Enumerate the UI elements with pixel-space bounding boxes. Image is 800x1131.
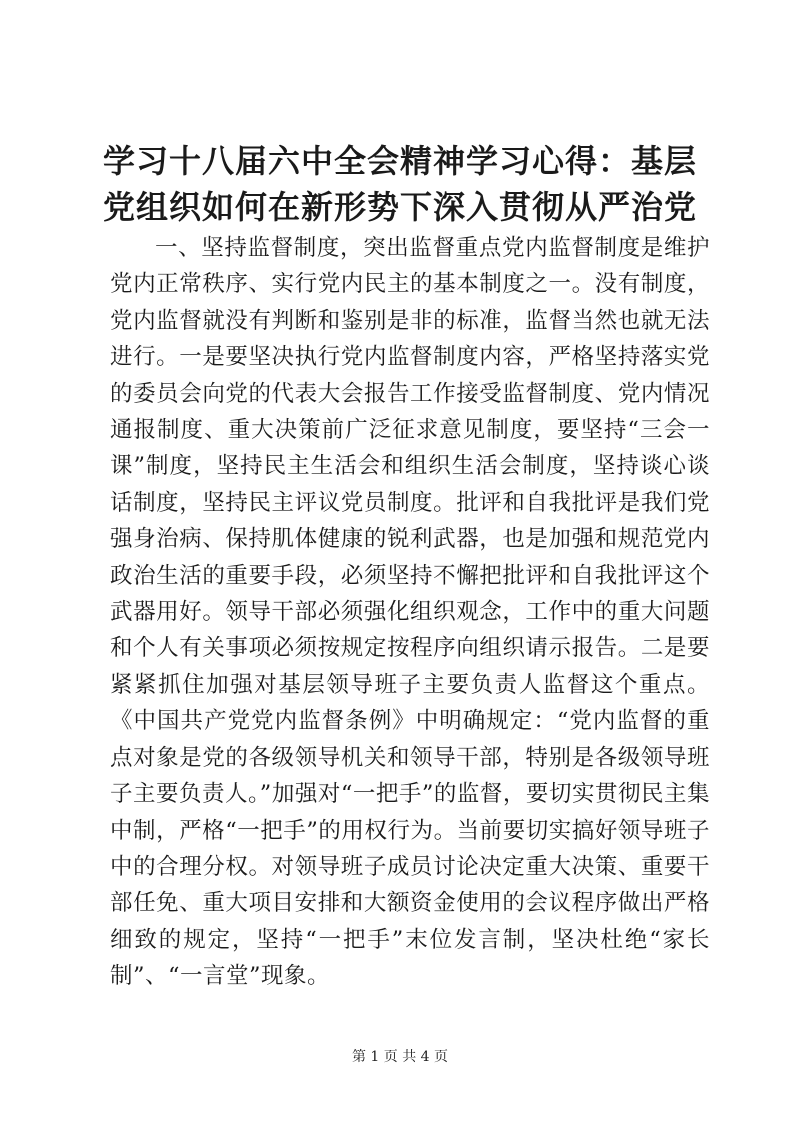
page-number-footer: 第 1 页 共 4 页 xyxy=(351,1049,449,1065)
document-title: 学习十八届六中全会精神学习心得：基层党组织如何在新形势下深入贯彻从严治党 xyxy=(102,142,697,226)
body-paragraph: 一、坚持监督制度，突出监督重点党内监督制度是维护党内正常秩序、实行党内民主的基本制度之一。没有制度，党内监督就没有判断和鉴别是非的标准，监督当然也就无法进行。一是要坚决执行党内监督制度内容，严格坚持落实党的委员会向党的代表大会报告工作接受监督制度、党内情况通报制度、重大决策前广泛征求意见制度，要坚持“三会一课”制度，坚持民主生活会和组织生活会制度，坚持谈心谈话制度，坚持民主评议党员制度。批评和自我批评是我们党强身治病、保持肌体健康的锐利武器，也是加强和规范党内政治生活的重要手段，必须坚持不懈把批评和自我批评这个武器用好。领导干部必须强化组织观念，工作中的重大问题和个人有关事项必须按规定按程序向组织请示报告。二是要紧紧抓住加强对基层领导班子主要负责人监督这个重点。《中国共产党党内监督条例》中明确规定：“党内监督的重点对象是党的各级领导机关和领导干部，特别是各级领导班子主要负责人。”加强对“一把手”的监督，要切实贯彻民主集中制，严格“一把手”的用权行为。当前要切实搞好领导班子中的合理分权。对领导班子成员讨论决定重大决策、重要干部任免、重大项目安排和大额资金使用的会议程序做出严格细致的规定，坚持“一把手”末位发言制，坚决杜绝“家长制”、“一言堂”现象。 xyxy=(110,235,710,990)
